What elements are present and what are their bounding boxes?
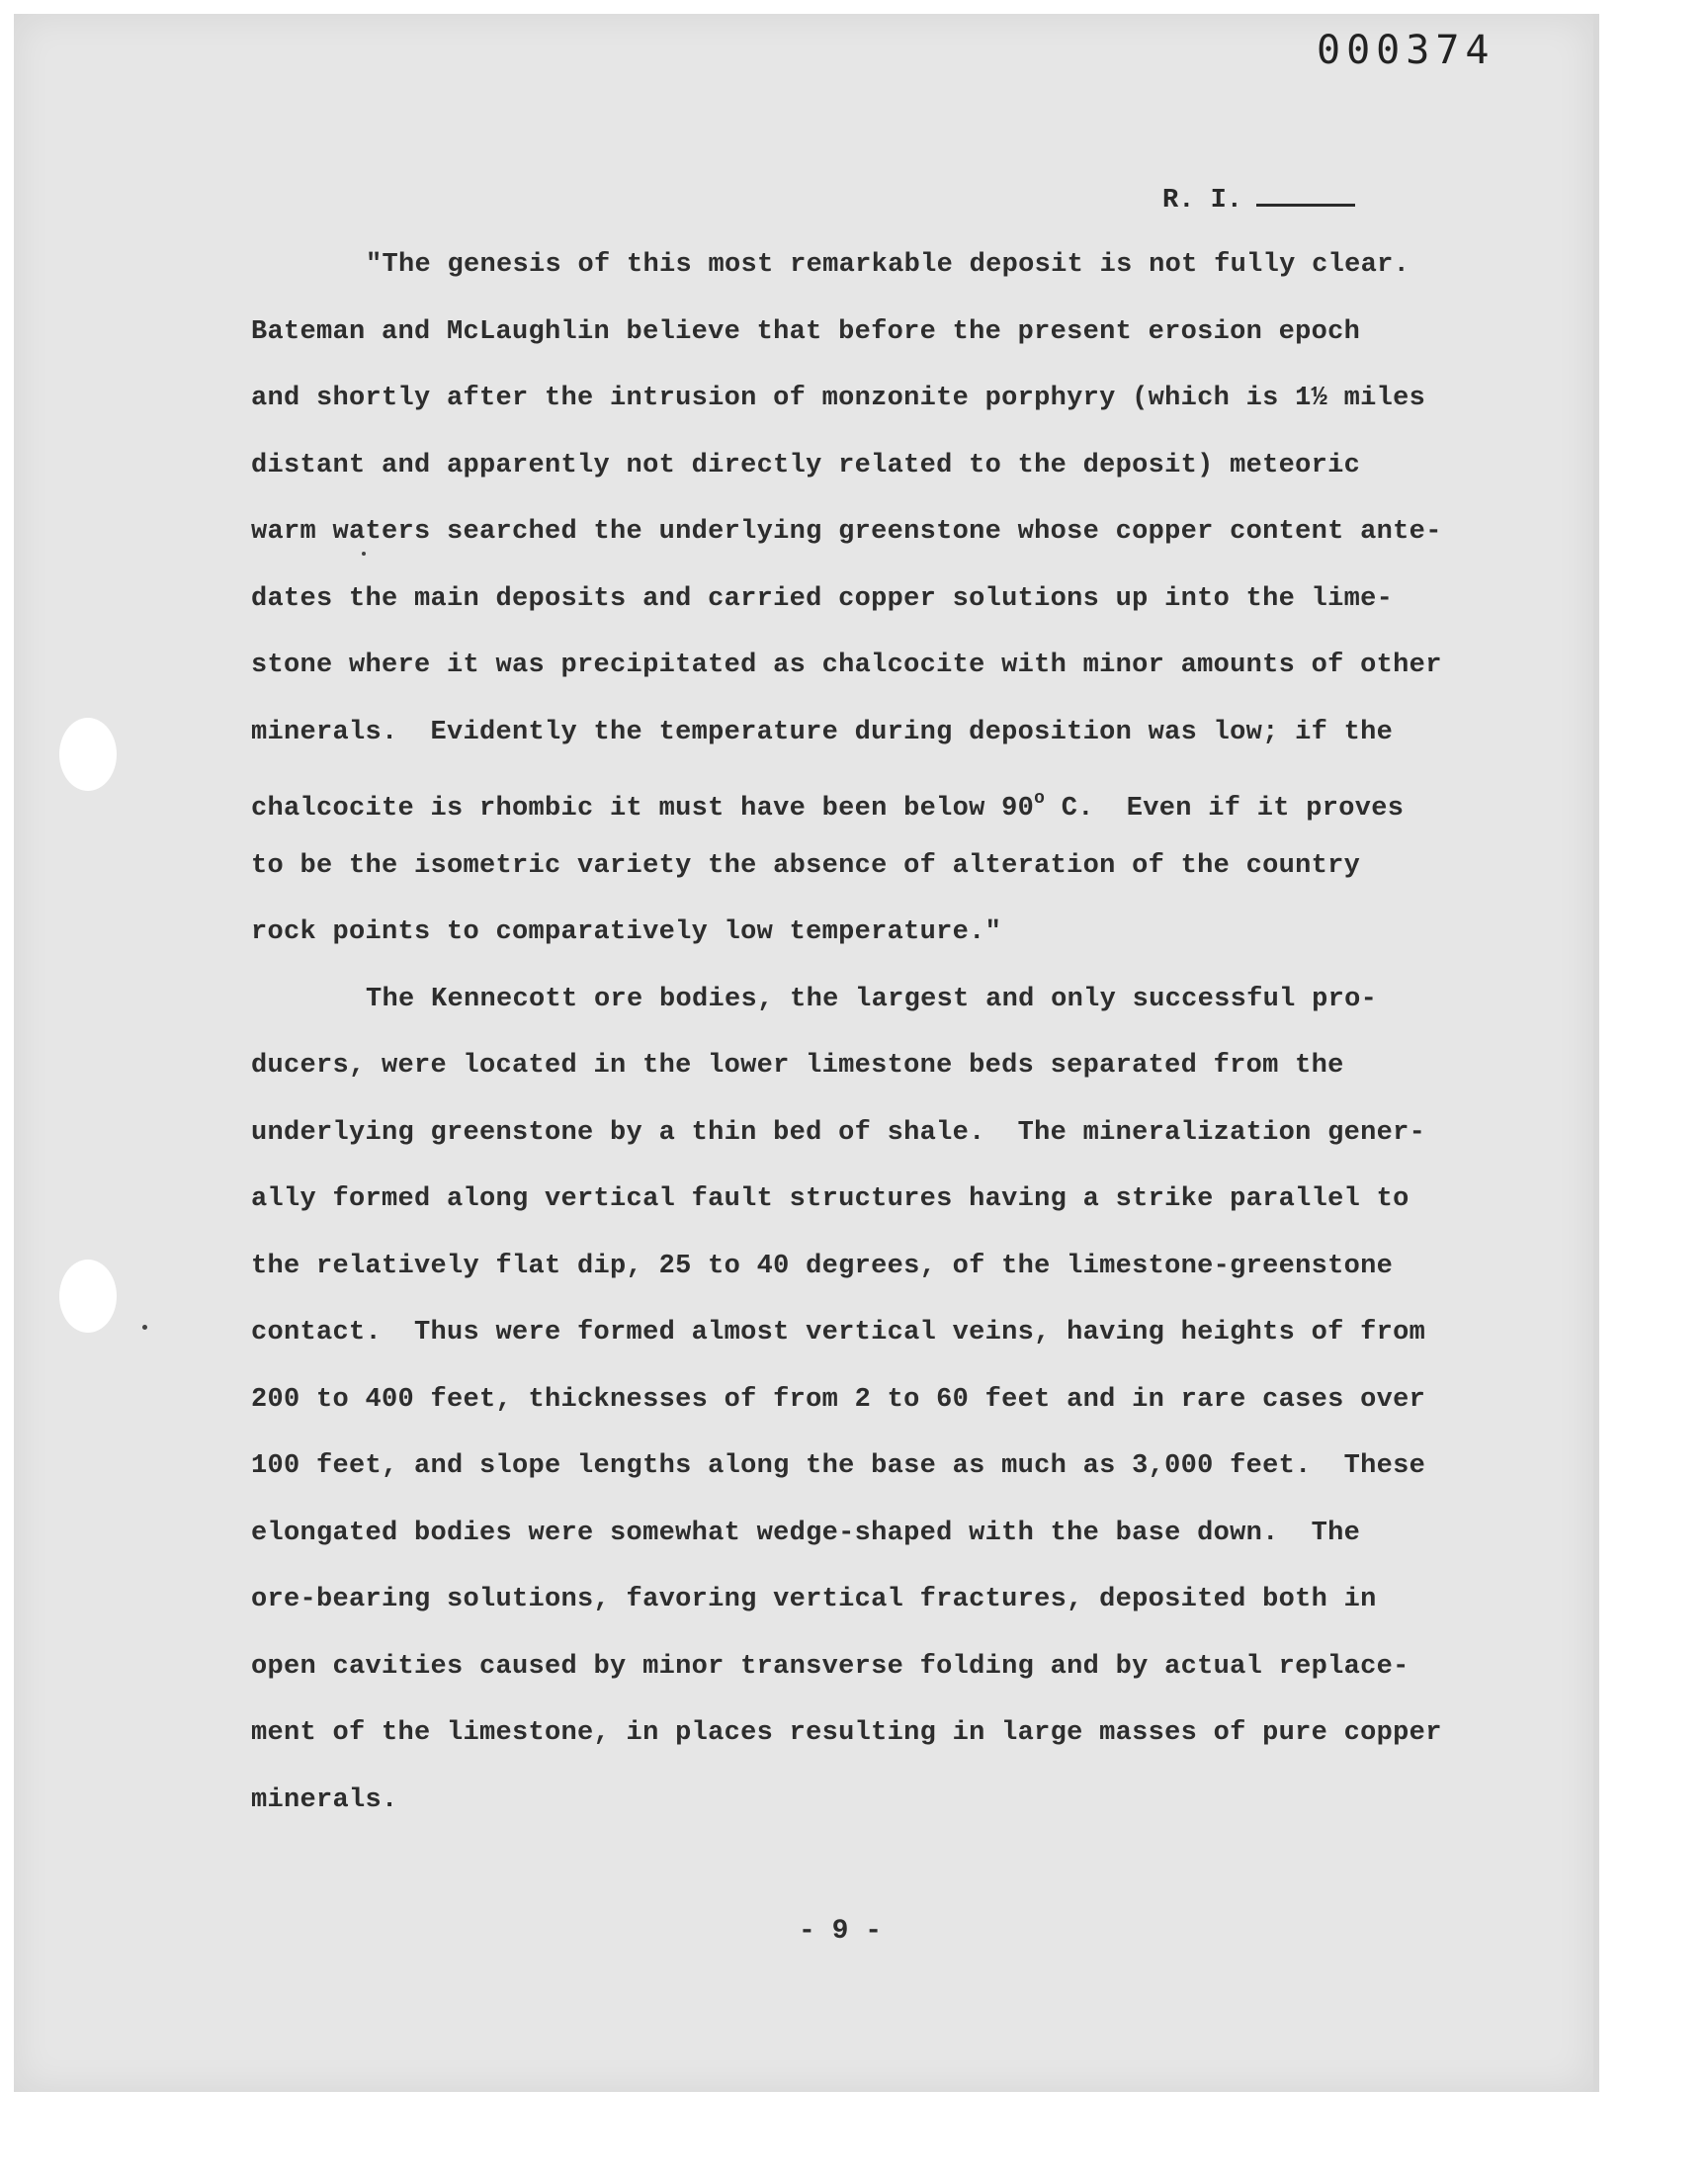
text-line: 100 feet, and slope lengths along the base as much as 3,000 feet. These [251, 1451, 1426, 1481]
text-line: 200 to 400 feet, thicknesses of from 2 to 60 feet and in rare cases over [251, 1384, 1426, 1415]
text-line-end: C. Even if it proves [1045, 794, 1405, 824]
text-line: The Kennecott ore bodies, the largest and only successful pro- [366, 984, 1378, 1014]
text-line-start: chalcocite is rhombic it must have been below 90 [251, 794, 1035, 824]
paper-speck [142, 1325, 147, 1330]
document-stamp-number: 000374 [1317, 28, 1495, 73]
text-line: Bateman and McLaughlin believe that before the present erosion epoch [251, 316, 1361, 347]
paragraph-quote [251, 245, 1487, 980]
text-line: stone where it was precipitated as chalcocite with minor amounts of other [251, 651, 1442, 680]
text-line: rock points to comparatively low temperature." [251, 917, 1002, 947]
text-line: open cavities caused by minor transverse folding and by actual replace- [251, 1651, 1409, 1682]
degree-superscript: o [1034, 789, 1046, 809]
text-line: ducers, were located in the lower limestone beds separated from the [251, 1051, 1344, 1081]
text-line: ally formed along vertical fault structures having a strike parallel to [251, 1184, 1409, 1214]
document-body [251, 245, 1487, 1847]
text-line: dates the main deposits and carried copper solutions up into the lime- [251, 583, 1394, 614]
punch-hole-upper [59, 718, 117, 791]
text-line: underlying greenstone by a thin bed of shale. The mineralization gener- [251, 1117, 1426, 1148]
text-line: distant and apparently not directly related to the deposit) meteoric [251, 450, 1361, 480]
text-line: to be the isometric variety the absence of alteration of the country [251, 850, 1361, 881]
report-label [1162, 184, 1355, 216]
text-line: minerals. [251, 1784, 398, 1815]
text-line: the relatively flat dip, 25 to 40 degrees, of the limestone-greenstone [251, 1251, 1394, 1281]
text-line: elongated bodies were somewhat wedge-shaped with the base down. The [251, 1518, 1361, 1548]
text-line: warm waters searched the underlying greenstone whose copper content ante- [251, 517, 1442, 547]
paper-edge-shadow [1593, 14, 1599, 2092]
text-line: minerals. Evidently the temperature during deposition was low; if the [251, 717, 1394, 747]
punch-hole-lower [59, 1260, 117, 1333]
report-number-blank-line [1256, 184, 1355, 207]
report-label-text: R. I. [1162, 186, 1243, 216]
text-line: contact. Thus were formed almost vertical veins, having heights of from [251, 1318, 1426, 1348]
paragraph-kennecott [251, 980, 1487, 1848]
text-line: "The genesis of this most remarkable deposit is not fully clear. [366, 250, 1410, 280]
text-line: ore-bearing solutions, favoring vertical fractures, deposited both in [251, 1585, 1377, 1614]
text-line: ment of the limestone, in places resulting in large masses of pure copper [251, 1718, 1442, 1748]
text-line [251, 779, 1487, 846]
text-line: and shortly after the intrusion of monzonite porphyry (which is 1½ miles [251, 384, 1426, 413]
page-number: - 9 - [798, 1916, 882, 1947]
